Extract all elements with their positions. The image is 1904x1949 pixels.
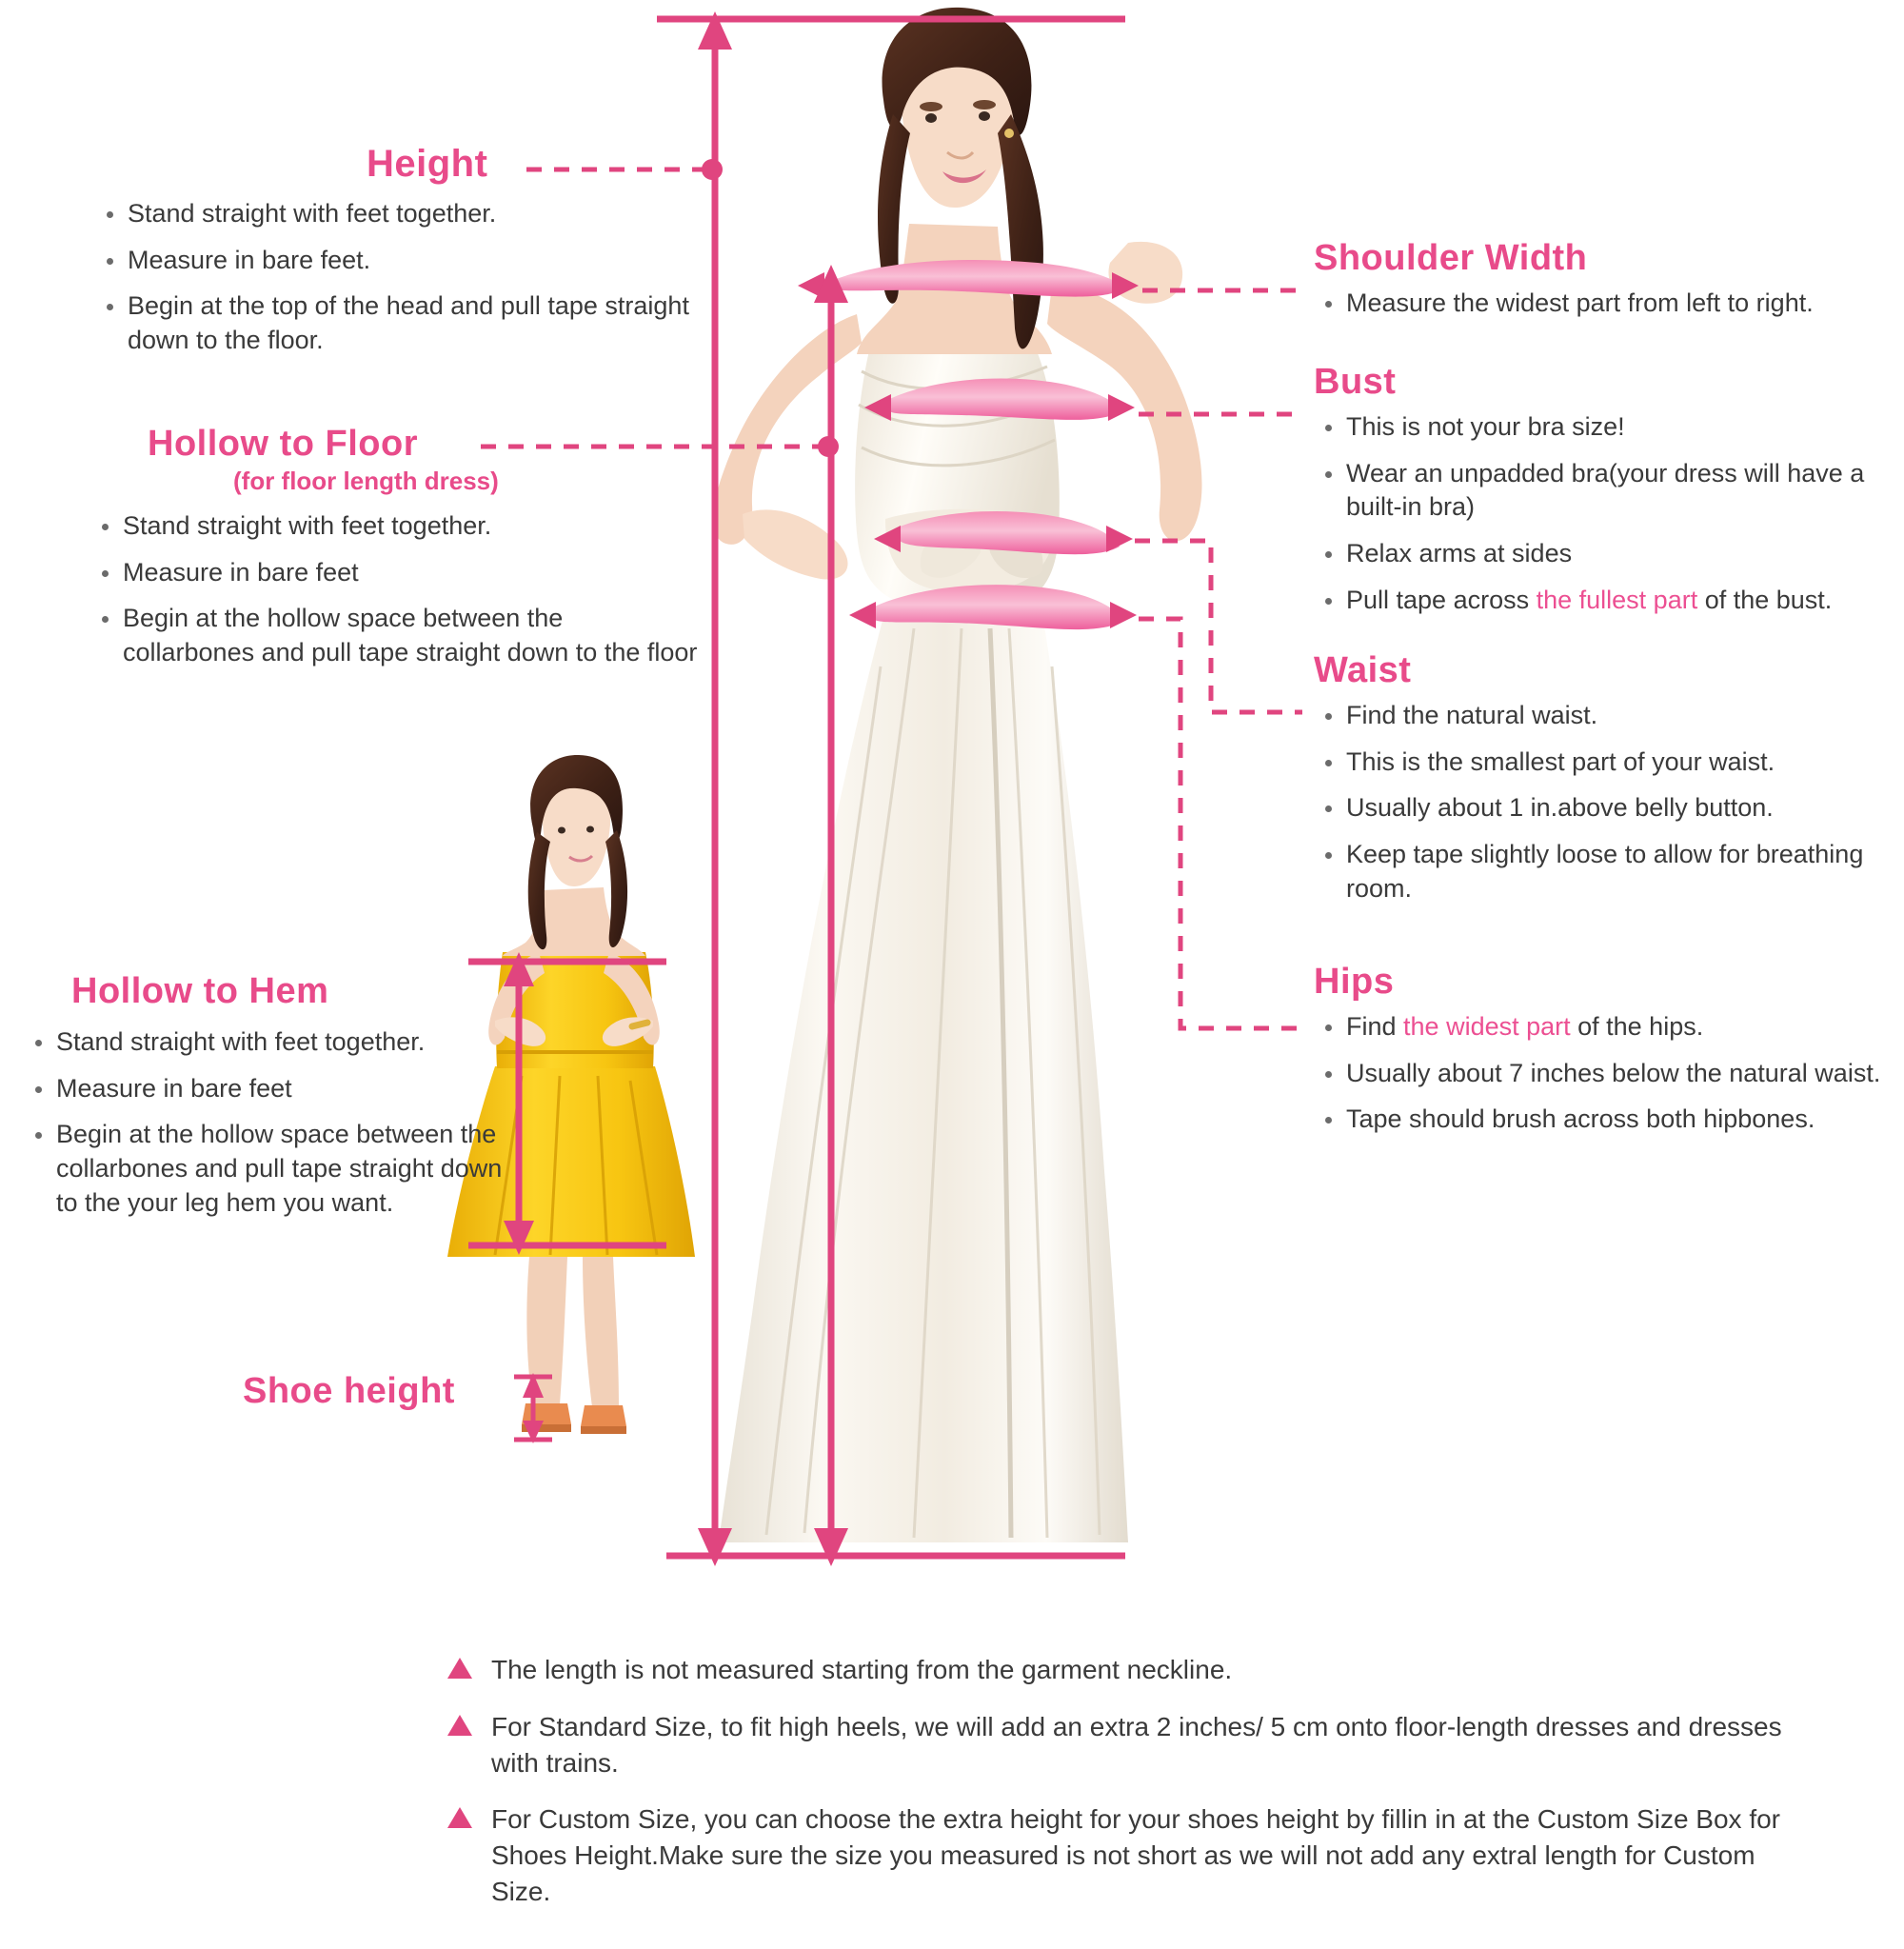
section-height [95,143,704,370]
warning-triangle-icon [447,1715,472,1736]
list-item: Find the widest part of the hips. [1314,1010,1904,1044]
list-item: Wear an unpadded bra(your dress will have a built-in bra) [1314,457,1904,525]
footer-note-text: For Custom Size, you can choose the extra height for your shoes height by fillin in at the Custom Size Box for Shoes Height.Make sure the size you measured is not short as we will not add any extral length for Custom Size. [491,1804,1781,1906]
height-title: Height [367,143,488,185]
footer-note [447,1801,1799,1909]
list-item: Keep tape slightly loose to allow for breathing room. [1314,838,1904,905]
hips-bullets [1314,1010,1904,1137]
height-bullets [95,197,704,358]
section-shoulder-width [1314,238,1904,328]
list-item: Usually about 7 inches below the natural waist. [1314,1057,1904,1091]
section-shoe-height [243,1371,455,1412]
section-bust [1314,362,1904,629]
hollow-to-hem-title: Hollow to Hem [71,971,329,1011]
warning-triangle-icon [447,1658,472,1679]
footer-note [447,1652,1799,1688]
section-waist [1314,650,1904,918]
list-item: Stand straight with feet together. [95,197,704,231]
list-item: Pull tape across the fullest part of the bust. [1314,584,1904,618]
highlighted-phrase: the fullest part [1536,585,1698,614]
list-item: This is not your bra size! [1314,410,1904,445]
list-item: Stand straight with feet together. [90,509,700,544]
list-item: Usually about 1 in.above belly button. [1314,791,1904,825]
list-item: Measure in bare feet. [95,244,704,278]
footer-note-text: For Standard Size, to fit high heels, we will add an extra 2 inches/ 5 cm onto floor-length dresses and dresses with trains. [491,1711,1782,1778]
list-item: Tape should brush across both hipbones. [1314,1103,1904,1137]
footer-notes [447,1652,1799,1931]
footer-note-text: The length is not measured starting from the garment neckline. [491,1655,1233,1684]
list-item: Stand straight with feet together. [24,1025,519,1060]
list-item: Measure the widest part from left to right. [1314,287,1904,321]
hollow-to-floor-title: Hollow to Floor [148,424,419,464]
list-item: This is the smallest part of your waist. [1314,746,1904,780]
shoe-height-title: Shoe height [243,1371,455,1411]
list-item: Begin at the hollow space between the collarbones and pull tape straight down to the your leg hem you want. [24,1118,519,1220]
hips-title: Hips [1314,962,1395,1002]
bust-bullets [1314,410,1904,617]
list-item: Relax arms at sides [1314,537,1904,571]
shoulder-width-title: Shoulder Width [1314,238,1588,278]
highlighted-phrase: the widest part [1403,1012,1571,1041]
hollow-to-floor-bullets [90,509,700,670]
list-item: Measure in bare feet [24,1072,519,1106]
footer-note [447,1709,1799,1781]
list-item: Begin at the top of the head and pull tape straight down to the floor. [95,289,704,357]
section-hollow-to-floor [90,424,700,683]
section-hips [1314,962,1904,1149]
section-hollow-to-hem [24,971,519,1232]
hollow-to-floor-subtitle: (for floor length dress) [233,467,499,495]
shoulder-width-bullets [1314,287,1904,321]
list-item: Find the natural waist. [1314,699,1904,733]
waist-bullets [1314,699,1904,905]
hollow-to-hem-bullets [24,1025,519,1220]
warning-triangle-icon [447,1807,472,1828]
waist-title: Waist [1314,650,1412,690]
bust-title: Bust [1314,362,1397,402]
model-photo-gown [713,8,1202,1542]
list-item: Begin at the hollow space between the collarbones and pull tape straight down to the floor [90,602,700,669]
list-item: Measure in bare feet [90,556,700,590]
